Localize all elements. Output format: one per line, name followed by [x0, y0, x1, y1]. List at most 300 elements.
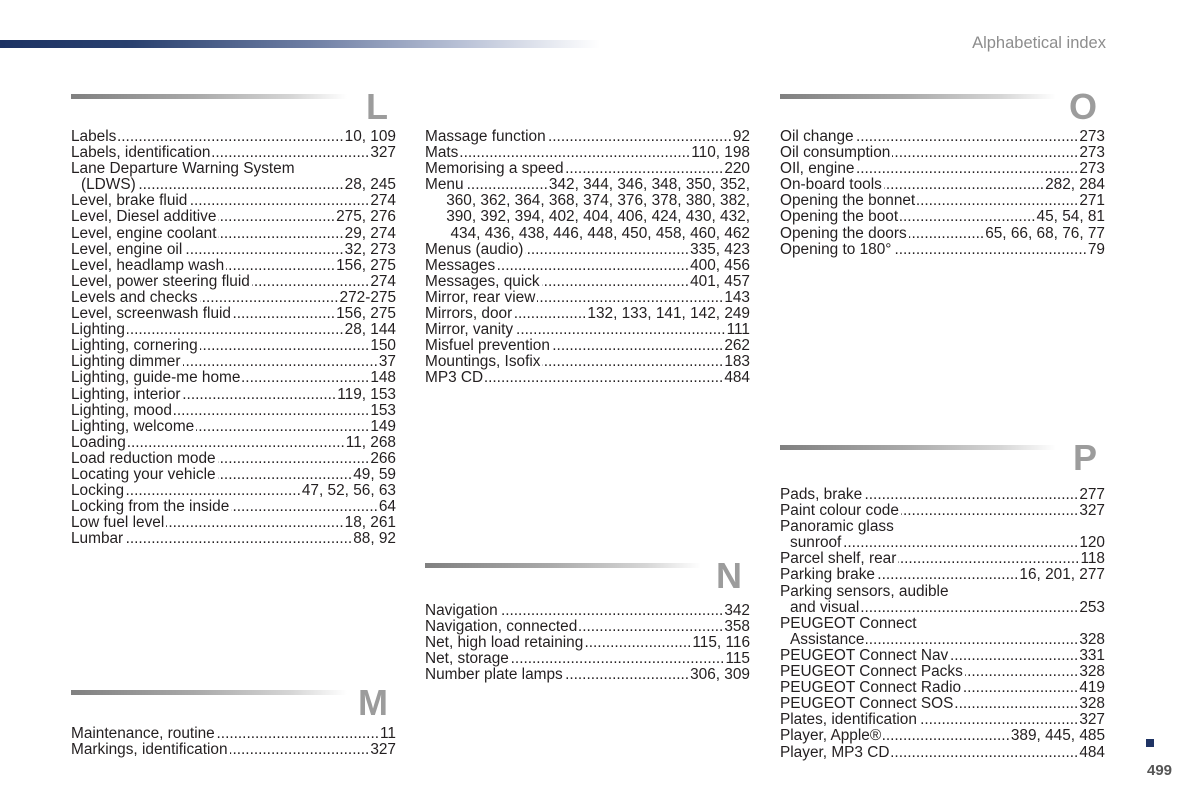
leader-dots — [218, 451, 370, 467]
page-refs: 47, 52, 56, 63 — [301, 483, 396, 500]
index-entry — [425, 177, 750, 241]
page-refs: 401, 457 — [690, 273, 750, 290]
index-entry-line — [425, 667, 750, 683]
leader-dots — [466, 177, 548, 193]
page-refs: 327 — [370, 145, 396, 162]
index-entry-line — [425, 603, 750, 619]
leader-dots — [126, 483, 301, 499]
page-refs: 342 — [724, 603, 750, 619]
index-term: Maintenance, routine — [71, 726, 215, 742]
section-header-m — [71, 682, 396, 723]
index-entry-line — [780, 242, 1105, 258]
index-entry-line — [71, 370, 396, 386]
page-refs: 253 — [1079, 599, 1105, 616]
page-refs: 156, 275 — [336, 306, 396, 323]
page-refs: 266 — [370, 450, 396, 467]
index-entry — [425, 242, 750, 258]
page-refs: 273 — [1079, 145, 1105, 162]
index-entry — [425, 603, 750, 619]
page-refs: 306, 309 — [690, 667, 750, 684]
page-refs: 183 — [724, 354, 750, 371]
leader-dots — [963, 680, 1078, 696]
index-term: Parking sensors, audible — [780, 583, 949, 600]
leader-dots — [856, 129, 1079, 145]
leader-dots — [127, 322, 344, 338]
index-term: Menus (audio) — [425, 241, 524, 258]
index-entry — [71, 322, 396, 338]
index-term-continued: and visual — [790, 599, 860, 616]
index-entry-line — [71, 242, 396, 258]
leader-dots — [861, 600, 1078, 616]
leader-dots — [138, 177, 344, 193]
top-accent-bar — [0, 40, 600, 48]
page-refs: 149 — [370, 418, 396, 435]
index-entry-line — [780, 226, 1105, 242]
index-entry — [780, 567, 1105, 583]
index-entry — [780, 226, 1105, 242]
page-refs: 272-275 — [339, 289, 396, 306]
leader-dots — [230, 742, 370, 758]
index-term: Level, engine oil — [71, 241, 183, 258]
index-entry-line — [71, 531, 396, 547]
index-entry — [71, 499, 396, 515]
leader-dots — [218, 467, 353, 483]
leader-dots — [898, 551, 1079, 567]
page-refs: 11 — [380, 726, 396, 742]
leader-dots — [866, 632, 1078, 648]
section-divider-bar — [71, 94, 347, 99]
leader-dots — [542, 274, 689, 290]
page-refs: 150 — [370, 338, 396, 355]
leader-dots — [909, 226, 985, 242]
page-refs: 28, 144 — [344, 322, 396, 339]
index-term: Menu — [425, 177, 464, 194]
section-divider-bar — [71, 690, 347, 695]
index-entry — [780, 728, 1105, 744]
index-entry-line — [425, 290, 750, 306]
index-term: Parcel shelf, rear — [780, 551, 897, 568]
page-refs: 400, 456 — [690, 257, 750, 274]
leader-dots — [183, 387, 337, 403]
leader-dots — [497, 258, 689, 274]
page-refs: 484 — [1079, 744, 1105, 761]
page-refs: 274 — [370, 273, 396, 290]
index-entry — [780, 145, 1105, 161]
leader-dots — [514, 306, 586, 322]
index-entry-line — [780, 664, 1105, 680]
section-header-n — [425, 555, 750, 596]
leader-dots — [485, 370, 723, 386]
index-entry — [780, 487, 1105, 503]
index-entry — [425, 290, 750, 306]
page-refs: 328 — [1079, 631, 1105, 648]
index-term: Player, MP3 CD — [780, 744, 890, 761]
page-refs: 328 — [1079, 664, 1105, 681]
index-entry — [71, 354, 396, 370]
leader-dots — [579, 619, 723, 635]
index-entry — [71, 209, 396, 225]
index-entry-line — [71, 515, 396, 531]
index-list-m-part2 — [425, 129, 750, 387]
page-number: 499 — [1147, 762, 1173, 779]
index-entry — [71, 129, 396, 145]
index-term: Panoramic glass — [780, 519, 894, 536]
index-entry-line — [780, 600, 1105, 616]
index-entry — [780, 209, 1105, 225]
index-entry — [425, 667, 750, 683]
index-entry — [71, 742, 396, 758]
page-refs-continued: 390, 392, 394, 402, 404, 406, 424, 430, 432, — [446, 209, 750, 226]
leader-dots — [226, 258, 335, 274]
page-refs: 119, 153 — [337, 386, 396, 403]
index-entry-line — [71, 193, 396, 209]
leader-dots — [118, 129, 343, 145]
index-entry-line — [425, 177, 750, 193]
index-term: Labels, identification — [71, 145, 211, 162]
index-entry-line — [780, 209, 1105, 225]
index-term-continued: sunroof — [790, 535, 842, 552]
page-refs: 220 — [724, 161, 750, 178]
index-entry — [425, 161, 750, 177]
section-header-o — [780, 86, 1105, 127]
page-refs: 32, 273 — [344, 241, 396, 258]
page-refs: 28, 245 — [344, 177, 396, 194]
page-refs: 118 — [1080, 551, 1105, 568]
leader-dots — [128, 435, 345, 451]
index-term: Paint colour code — [780, 503, 899, 520]
index-term: Levels and checks — [71, 289, 198, 306]
index-term: Opening the doors — [780, 225, 907, 242]
page-refs: 111 — [726, 322, 750, 339]
page-refs: 419 — [1079, 680, 1105, 697]
index-entry — [71, 161, 396, 193]
leader-dots — [884, 177, 1044, 193]
index-entry-line — [71, 274, 396, 290]
index-entry — [71, 226, 396, 242]
index-entry-line — [425, 129, 750, 145]
leader-dots — [183, 354, 378, 370]
index-entry-line — [780, 129, 1105, 145]
index-term: Pads, brake — [780, 487, 863, 503]
index-entry — [71, 193, 396, 209]
index-term: Lane Departure Warning System — [71, 161, 295, 178]
index-term: Oil change — [780, 129, 854, 145]
index-entry-line — [71, 467, 396, 483]
section-letter-l: L — [366, 86, 388, 127]
index-entry — [425, 322, 750, 338]
index-entry-line — [780, 680, 1105, 696]
index-entry — [71, 258, 396, 274]
running-title: Alphabetical index — [972, 34, 1106, 52]
index-entry — [71, 145, 396, 161]
index-entry-line — [425, 354, 750, 370]
index-entry-line — [425, 274, 750, 290]
index-entry — [780, 680, 1105, 696]
leader-dots — [965, 664, 1079, 680]
index-entry-line — [780, 712, 1105, 728]
index-term: Memorising a speed — [425, 161, 564, 178]
page-refs: 79 — [1087, 241, 1105, 258]
section-divider-bar — [780, 445, 1056, 450]
index-entry — [71, 274, 396, 290]
index-entry-line — [71, 499, 396, 515]
index-entry — [71, 467, 396, 483]
index-entry — [780, 664, 1105, 680]
index-entry — [780, 161, 1105, 177]
index-term: Low fuel level — [71, 515, 165, 532]
leader-dots — [542, 354, 723, 370]
page-refs: 148 — [370, 370, 396, 387]
index-entry — [780, 616, 1105, 648]
index-entry — [71, 290, 396, 306]
index-term: Mirror, vanity — [425, 322, 514, 339]
index-entry — [71, 726, 396, 742]
index-entry-line — [71, 226, 396, 242]
leader-dots — [200, 338, 370, 354]
index-entry-line — [780, 696, 1105, 712]
index-term: Lighting, welcome — [71, 418, 195, 435]
leader-dots — [231, 499, 378, 515]
leader-dots — [511, 651, 725, 667]
index-entry — [71, 387, 396, 403]
section-header-p — [780, 437, 1105, 478]
index-term-continued: Assistance — [790, 631, 865, 648]
page-refs: 88, 92 — [353, 531, 396, 548]
index-entry — [425, 129, 750, 145]
index-entry-line — [780, 551, 1105, 567]
leader-dots — [525, 242, 689, 258]
index-term: Level, brake fluid — [71, 193, 188, 210]
index-term: Lighting dimmer — [71, 354, 181, 371]
index-term: Navigation — [425, 603, 498, 619]
page-refs: 328 — [1079, 696, 1105, 713]
page-refs: 37 — [378, 354, 396, 371]
page-refs-continued: 360, 362, 364, 368, 374, 376, 378, 380, 382, — [446, 193, 750, 210]
index-entry — [780, 745, 1105, 761]
index-term: Lighting — [71, 322, 125, 339]
page-refs: 277 — [1079, 487, 1105, 503]
index-entry-line — [425, 258, 750, 274]
index-entry — [71, 515, 396, 531]
index-term: Loading — [71, 434, 126, 451]
page-refs: 273 — [1079, 129, 1105, 145]
index-entry-line — [71, 177, 396, 193]
page-refs: 153 — [370, 402, 396, 419]
index-term: Level, headlamp wash — [71, 257, 225, 274]
index-entry-line — [71, 209, 396, 225]
leader-dots — [252, 274, 370, 290]
page-refs: 29, 274 — [344, 225, 396, 242]
leader-dots — [917, 193, 1078, 209]
page-refs: 10, 109 — [344, 129, 396, 145]
leader-dots — [950, 648, 1078, 664]
leader-dots — [460, 145, 690, 161]
index-entry-line — [71, 354, 396, 370]
index-entry-line — [71, 145, 396, 161]
index-term: Opening to 180° — [780, 241, 892, 258]
index-term: Plates, identification — [780, 712, 917, 729]
leader-dots — [891, 745, 1078, 761]
index-list-p — [780, 487, 1105, 761]
index-entry-line — [71, 435, 396, 451]
leader-dots — [585, 635, 691, 651]
page-refs: 49, 59 — [353, 466, 396, 483]
index-term: PEUGEOT Connect SOS — [780, 696, 954, 713]
leader-dots — [125, 531, 352, 547]
page-refs: 64 — [378, 499, 396, 516]
page-refs: 327 — [1079, 503, 1105, 520]
page-marker-square — [1146, 739, 1154, 747]
index-entry — [71, 370, 396, 386]
index-term: Messages — [425, 257, 496, 274]
index-term: PEUGEOT Connect Nav — [780, 647, 949, 664]
leader-dots — [955, 696, 1078, 712]
index-entry-line — [425, 651, 750, 667]
index-entry-line — [71, 726, 396, 742]
leader-dots — [900, 209, 1035, 225]
leader-dots — [200, 290, 339, 306]
index-entry — [425, 619, 750, 635]
leader-dots — [843, 535, 1078, 551]
leader-dots — [212, 145, 369, 161]
index-term: PEUGEOT Connect — [780, 615, 917, 632]
leader-dots — [174, 403, 369, 419]
leader-dots — [166, 515, 343, 531]
index-term: Oil consumption — [780, 145, 891, 162]
leader-dots — [566, 161, 724, 177]
index-term: Markings, identification — [71, 742, 228, 759]
index-entry-line — [71, 387, 396, 403]
index-entry-line — [71, 419, 396, 435]
index-entry-line — [780, 145, 1105, 161]
index-entry-line — [71, 483, 396, 499]
index-entry-line — [425, 242, 750, 258]
index-entry — [780, 551, 1105, 567]
page-refs: 115, 116 — [692, 635, 750, 652]
index-entry — [71, 338, 396, 354]
index-term: Mirrors, door — [425, 306, 513, 323]
index-term: Lighting, interior — [71, 386, 181, 403]
index-term: Opening the bonnet — [780, 193, 916, 210]
index-entry-line — [71, 306, 396, 322]
page-refs: 331 — [1079, 647, 1105, 664]
index-entry — [425, 635, 750, 651]
page-refs: 358 — [724, 619, 750, 636]
page-refs: 389, 445, 485 — [1010, 728, 1105, 745]
index-term: MP3 CD — [425, 370, 484, 387]
page-refs: 274 — [370, 193, 396, 210]
leader-dots — [893, 242, 1086, 258]
index-term: PEUGEOT Connect Radio — [780, 680, 962, 697]
index-entry-line — [71, 258, 396, 274]
index-entry — [71, 306, 396, 322]
index-list-l — [71, 129, 396, 547]
leader-dots — [537, 290, 723, 306]
page-refs: 45, 54, 81 — [1036, 209, 1105, 226]
index-entry — [425, 651, 750, 667]
index-entry — [780, 648, 1105, 664]
index-entry — [780, 712, 1105, 728]
section-letter-m: M — [358, 682, 388, 723]
index-entry — [71, 419, 396, 435]
index-entry — [780, 519, 1105, 551]
index-entry — [425, 338, 750, 354]
leader-dots — [242, 370, 369, 386]
index-entry-line — [425, 306, 750, 322]
index-entry-line — [425, 161, 750, 177]
leader-dots — [901, 503, 1078, 519]
page-refs: 115 — [725, 651, 750, 668]
leader-dots — [864, 487, 1078, 503]
section-letter-n: N — [716, 555, 742, 596]
index-entry — [71, 242, 396, 258]
page-refs: 342, 344, 346, 348, 350, 352, — [548, 177, 750, 194]
index-term: Opening the boot — [780, 209, 899, 226]
index-term: Locating your vehicle — [71, 466, 216, 483]
index-entry — [71, 531, 396, 547]
index-term: Lighting, cornering — [71, 338, 198, 355]
index-term: Lighting, mood — [71, 402, 172, 419]
page-refs: 110, 198 — [691, 145, 750, 162]
leader-dots — [919, 712, 1078, 728]
index-term-continued: (LDWS) — [81, 177, 136, 194]
leader-dots — [184, 242, 343, 258]
index-entry-line — [780, 193, 1105, 209]
index-entry-line — [425, 619, 750, 635]
index-term: Misfuel prevention — [425, 338, 550, 355]
leader-dots — [515, 322, 726, 338]
leader-dots — [548, 129, 732, 145]
index-entry — [425, 370, 750, 386]
index-entry-line — [780, 487, 1105, 503]
index-entry — [425, 354, 750, 370]
page-refs: 16, 201, 277 — [1019, 567, 1105, 584]
index-term: Level, screenwash fluid — [71, 306, 231, 323]
index-entry-line — [71, 451, 396, 467]
index-entry — [71, 435, 396, 451]
index-entry — [780, 584, 1105, 616]
index-term: Messages, quick — [425, 273, 540, 290]
index-entry-line — [780, 177, 1105, 193]
index-term: Level, power steering fluid — [71, 273, 250, 290]
index-entry-line — [71, 742, 396, 758]
index-term: Lumbar — [71, 531, 124, 548]
index-term: Locking — [71, 483, 125, 500]
leader-dots — [218, 226, 343, 242]
index-term: Player, Apple® — [780, 728, 882, 745]
index-term: Mirror, rear view — [425, 289, 536, 306]
leader-dots — [189, 193, 369, 209]
section-header-l — [71, 86, 396, 127]
leader-dots — [552, 338, 723, 354]
index-entry-line — [71, 403, 396, 419]
page-refs: 262 — [724, 338, 750, 355]
index-entry — [71, 451, 396, 467]
index-entry-line — [425, 370, 750, 386]
index-entry-line — [71, 129, 396, 145]
index-entry-line — [780, 648, 1105, 664]
page-refs: 132, 133, 141, 142, 249 — [587, 306, 750, 323]
index-entry-line — [425, 145, 750, 161]
page-refs: 65, 66, 68, 76, 77 — [985, 225, 1105, 242]
page-refs: 273 — [1079, 161, 1105, 178]
page-refs: 271 — [1079, 193, 1105, 210]
index-entry — [425, 145, 750, 161]
index-entry-line — [71, 322, 396, 338]
leader-dots — [217, 726, 379, 742]
index-entry — [425, 306, 750, 322]
page-refs: 18, 261 — [344, 515, 396, 532]
